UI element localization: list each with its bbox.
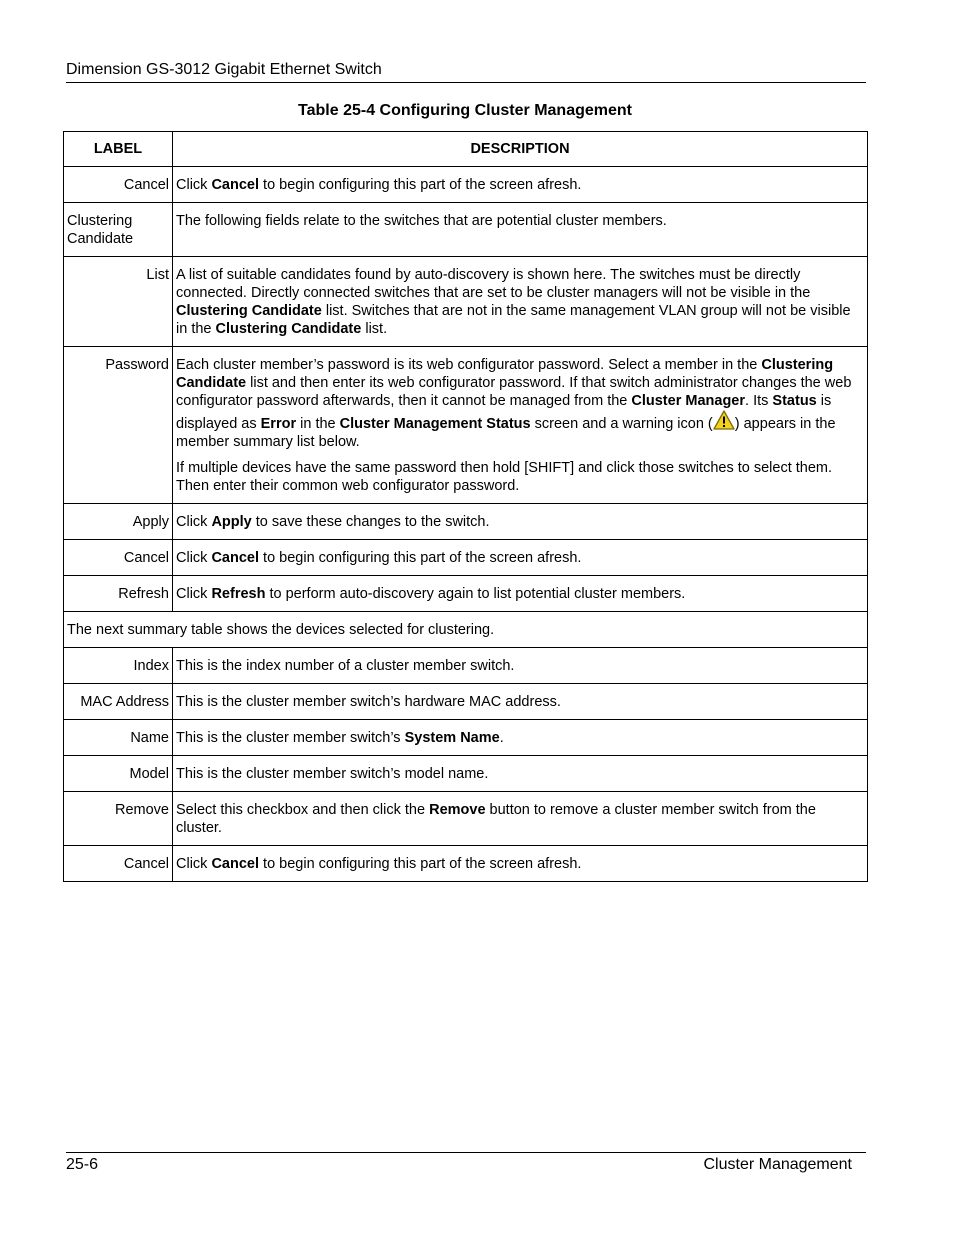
page-footer xyxy=(66,1152,866,1175)
table-row xyxy=(64,347,868,504)
row-description xyxy=(173,203,868,257)
row-label: Remove xyxy=(64,792,173,846)
table-header-row xyxy=(64,132,868,167)
text-run: This is the index number of a cluster member switch. xyxy=(176,658,515,674)
bold-term: Cancel xyxy=(211,856,260,872)
text-run: list. Switches that are not in the same management VLAN group will not be visible in the xyxy=(176,303,851,337)
row-description xyxy=(173,756,868,792)
text-run: This is the cluster member switch’s hardware MAC address. xyxy=(176,694,561,710)
row-description xyxy=(173,684,868,720)
summary-note: The next summary table shows the devices selected for clustering. xyxy=(64,612,868,648)
bold-term: Remove xyxy=(429,802,486,818)
row-description xyxy=(173,576,868,612)
row-label: Cancel xyxy=(64,540,173,576)
row-description xyxy=(173,167,868,203)
bold-term: Cluster Manager xyxy=(631,393,746,409)
text-run: Click xyxy=(176,550,212,566)
header-title: Dimension GS-3012 Gigabit Ethernet Switch xyxy=(66,61,382,78)
column-header-description: DESCRIPTION xyxy=(173,132,868,167)
text-run: The following fields relate to the switches that are potential cluster members. xyxy=(176,213,667,229)
table-row xyxy=(64,846,868,882)
text-run: to begin configuring this part of the screen afresh. xyxy=(259,550,582,566)
row-label: Apply xyxy=(64,504,173,540)
text-run: ) appears in the member summary list below. xyxy=(176,416,836,450)
text-run: Click xyxy=(176,586,212,602)
text-run: button to remove a cluster member switch from the cluster. xyxy=(176,802,816,836)
table-row xyxy=(64,792,868,846)
row-description xyxy=(173,648,868,684)
text-run: Click xyxy=(176,514,212,530)
text-run: list and then enter its web configurator password. If that switch administrator changes the web configurator password afterwards, then it cannot be managed from the xyxy=(176,375,852,409)
text-run: in the xyxy=(296,416,340,432)
bold-term: Clustering Candidate xyxy=(176,303,322,319)
bold-term: Cluster Management Status xyxy=(339,416,531,432)
table-row xyxy=(64,684,868,720)
text-run: This is the cluster member switch’s xyxy=(176,730,405,746)
text-run: A list of suitable candidates found by auto-discovery is shown here. The switches must be directly connected. Directly connected switches that are set to be cluster managers will not be visible in the xyxy=(176,267,811,301)
table-row xyxy=(64,576,868,612)
row-label: Index xyxy=(64,648,173,684)
column-header-label: LABEL xyxy=(64,132,173,167)
table-row xyxy=(64,203,868,257)
text-run: This is the cluster member switch’s model name. xyxy=(176,766,489,782)
text-run: Select this checkbox and then click the xyxy=(176,802,430,818)
bold-term: Cancel xyxy=(211,550,260,566)
row-label: Clustering Candidate xyxy=(64,203,173,257)
section-name: Cluster Management xyxy=(703,1156,852,1173)
row-description xyxy=(173,257,868,347)
text-run: list. xyxy=(361,321,388,337)
bold-term: Apply xyxy=(211,514,252,530)
table-row xyxy=(64,257,868,347)
row-description xyxy=(173,720,868,756)
table-row xyxy=(64,756,868,792)
row-label: Name xyxy=(64,720,173,756)
description-paragraph: If multiple devices have the same password then hold [SHIFT] and click those switches to select them. Then enter their common web configurator password. xyxy=(176,460,833,494)
row-description xyxy=(173,347,868,504)
text-run: . xyxy=(499,730,504,746)
bold-term: Clustering Candidate xyxy=(176,357,834,391)
table-row xyxy=(64,167,868,203)
text-run: to perform auto-discovery again to list potential cluster members. xyxy=(265,586,686,602)
text-run: Click xyxy=(176,177,212,193)
bold-term: Refresh xyxy=(211,586,266,602)
text-run: Each cluster member’s password is its web configurator password. Select a member in the xyxy=(176,357,762,373)
text-run: to begin configuring this part of the screen afresh. xyxy=(259,177,582,193)
row-label: MAC Address xyxy=(64,684,173,720)
text-run: is displayed as xyxy=(176,393,832,432)
table-title: Table 25-4 Configuring Cluster Management xyxy=(298,102,632,119)
cluster-management-table xyxy=(63,131,868,882)
text-run: screen and a warning icon ( xyxy=(530,416,713,432)
table-row xyxy=(64,720,868,756)
row-description xyxy=(173,540,868,576)
text-run: Click xyxy=(176,856,212,872)
table-row xyxy=(64,504,868,540)
page-number: 25-6 xyxy=(66,1156,99,1173)
row-label: Refresh xyxy=(64,576,173,612)
bold-term: System Name xyxy=(404,730,500,746)
row-label: List xyxy=(64,257,173,347)
bold-term: Cancel xyxy=(211,177,260,193)
row-label: Password xyxy=(64,347,173,504)
text-run: to begin configuring this part of the screen afresh. xyxy=(259,856,582,872)
page-header xyxy=(66,60,866,83)
bold-term: Clustering Candidate xyxy=(215,321,362,337)
row-label: Model xyxy=(64,756,173,792)
table-row xyxy=(64,612,868,648)
text-run: to save these changes to the switch. xyxy=(251,514,490,530)
row-description xyxy=(173,792,868,846)
warning-icon xyxy=(713,410,735,430)
bold-term: Status xyxy=(772,393,817,409)
description-paragraph xyxy=(176,356,864,451)
row-description xyxy=(173,846,868,882)
text-run: . Its xyxy=(745,393,773,409)
bold-term: Error xyxy=(260,416,297,432)
row-label: Cancel xyxy=(64,846,173,882)
table-row xyxy=(64,648,868,684)
row-description xyxy=(173,504,868,540)
row-label: Cancel xyxy=(64,167,173,203)
table-row xyxy=(64,540,868,576)
